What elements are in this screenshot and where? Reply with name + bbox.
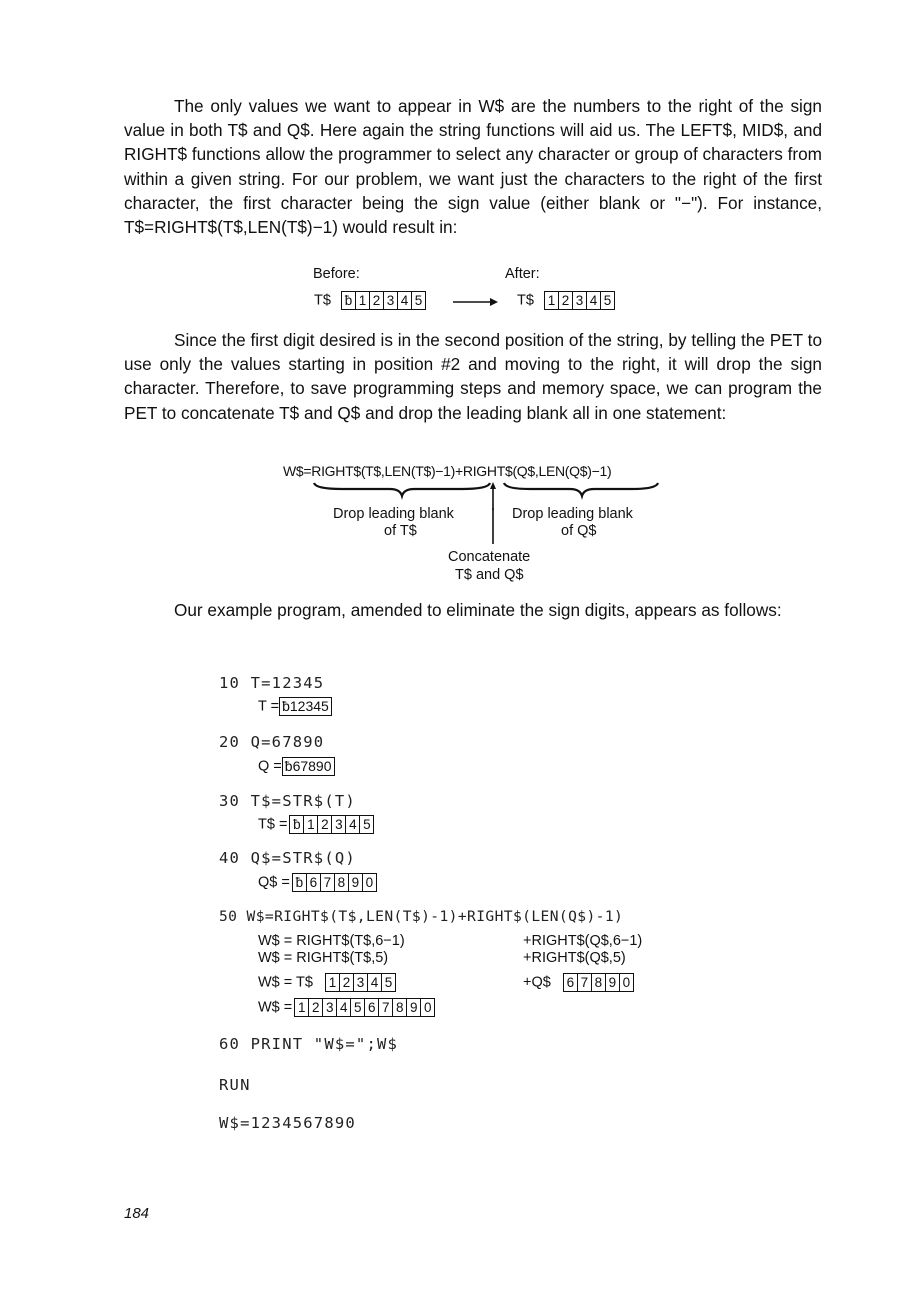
digit-cell: 2 bbox=[317, 816, 331, 833]
digit-cell: 2 bbox=[558, 292, 572, 309]
digit-cell: 7 bbox=[577, 974, 591, 991]
digit-cell: 4 bbox=[367, 974, 381, 991]
note-concat-2: T$ and Q$ bbox=[455, 567, 524, 583]
digit-cell: 0 bbox=[362, 874, 376, 891]
digit-cell: 1 bbox=[547, 293, 556, 308]
after-row bbox=[517, 291, 615, 310]
paragraph-intro bbox=[124, 94, 822, 239]
digit-cell: 4 bbox=[586, 292, 600, 309]
digit-cell: 4 bbox=[345, 816, 359, 833]
q-value-label: Q = bbox=[258, 758, 282, 775]
brace-left bbox=[314, 483, 490, 496]
digit-cell: 7 bbox=[320, 874, 334, 891]
digit-cell: 7 bbox=[378, 999, 392, 1016]
digit-cell: 1 bbox=[303, 816, 317, 833]
w-result-label: W$ = bbox=[258, 999, 293, 1016]
paragraph-example bbox=[124, 598, 822, 622]
paragraph-concatenate-text: Since the first digit desired is in the second position of the string, by telling the PET to use only the values starting in position #2 and moving to the right, it will drop the sign character. Therefore, to save programming steps and memory space, we can program the PET to concatenate T$ and Q$ and drop the leading blank all in one statement: bbox=[124, 330, 822, 423]
paragraph-intro-text: The only values we want to appear in W$ are the numbers to the right of the sign value in both T$ and Q$. Here again the string functions will aid us. The LEFT$, MID$, and RIGHT$ functions allow the programmer to select any character or group of characters from within a given string. For our problem, we want just the characters to the right of the first character, the first character being the sign value (either blank or "−"). For instance, T$=RIGHT$(T$,LEN(T$)−1) would result in: bbox=[124, 96, 822, 238]
w-step-1-right: +RIGHT$(Q$,6−1) bbox=[523, 933, 643, 949]
qs-value-cells bbox=[292, 873, 377, 892]
w-step-3-right-cells bbox=[563, 973, 634, 992]
t-value-label: T = bbox=[258, 698, 280, 715]
digit-cell: ƀ bbox=[293, 817, 301, 832]
qs-value-row bbox=[258, 873, 377, 892]
paragraph-concatenate bbox=[124, 328, 822, 425]
digit-cell: 5 bbox=[359, 816, 373, 833]
w-step-3-right-label: +Q$ bbox=[523, 974, 551, 991]
page-number: 184 bbox=[124, 1205, 150, 1222]
digit-cell: 5 bbox=[600, 292, 614, 309]
digit-cell: 5 bbox=[350, 999, 364, 1016]
digit-cell: 3 bbox=[322, 999, 336, 1016]
note-drop-t-2: of T$ bbox=[384, 523, 417, 539]
digit-cell: 4 bbox=[397, 292, 411, 309]
code-line-20: 20 Q=67890 bbox=[219, 733, 325, 751]
digit-cell: 1 bbox=[297, 1000, 306, 1015]
digit-cell: 2 bbox=[308, 999, 322, 1016]
after-cells bbox=[544, 291, 615, 310]
after-var: T$ bbox=[517, 292, 534, 309]
before-row bbox=[314, 291, 426, 310]
arrow-right-icon bbox=[453, 297, 499, 307]
concat-statement: W$=RIGHT$(T$,LEN(T$)−1)+RIGHT$(Q$,LEN(Q$)−1) bbox=[283, 463, 612, 479]
digit-cell: 6 bbox=[306, 874, 320, 891]
digit-cell: 9 bbox=[406, 999, 420, 1016]
qs-value-label: Q$ = bbox=[258, 874, 290, 891]
digit-cell: 2 bbox=[369, 292, 383, 309]
code-line-40: 40 Q$=STR$(Q) bbox=[219, 849, 356, 867]
q-value-row bbox=[258, 757, 335, 776]
w-step-1-left: W$ = RIGHT$(T$,6−1) bbox=[258, 933, 405, 949]
w-step-3-cells bbox=[325, 973, 396, 992]
digit-cell: 4 bbox=[336, 999, 350, 1016]
digit-cell: 6 bbox=[364, 999, 378, 1016]
w-step-2-left: W$ = RIGHT$(T$,5) bbox=[258, 950, 389, 966]
digit-cell: 5 bbox=[381, 974, 395, 991]
note-concat-1: Concatenate bbox=[448, 549, 531, 565]
digit-cell: 3 bbox=[331, 816, 345, 833]
after-label: After: bbox=[505, 266, 540, 282]
digit-cell: 5 bbox=[411, 292, 425, 309]
t-value-row bbox=[258, 697, 332, 716]
paragraph-example-text: Our example program, amended to eliminate the sign digits, appears as follows: bbox=[174, 600, 782, 620]
digit-cell: 8 bbox=[392, 999, 406, 1016]
note-drop-q-1: Drop leading blank bbox=[512, 506, 633, 522]
digit-cell: 8 bbox=[334, 874, 348, 891]
ts-value-cells bbox=[289, 815, 374, 834]
digit-cell: 0 bbox=[619, 974, 633, 991]
ts-value-row bbox=[258, 815, 374, 834]
digit-cell: 3 bbox=[353, 974, 367, 991]
w-step-2-right: +RIGHT$(Q$,5) bbox=[523, 950, 626, 966]
note-drop-q-2: of Q$ bbox=[561, 523, 597, 539]
brace-right bbox=[504, 483, 658, 496]
code-line-30: 30 T$=STR$(T) bbox=[219, 792, 356, 810]
w-step-3-left bbox=[258, 973, 396, 992]
concat-pointer-stem bbox=[491, 508, 495, 544]
code-line-50: 50 W$=RIGHT$(T$,LEN(T$)-1)+RIGHT$(LEN(Q$)-1) bbox=[219, 908, 624, 925]
digit-cell: 3 bbox=[572, 292, 586, 309]
digit-cell: 6 bbox=[566, 975, 575, 990]
w-step-3-right bbox=[523, 973, 634, 992]
before-var: T$ bbox=[314, 292, 331, 309]
code-line-10: 10 T=12345 bbox=[219, 674, 325, 692]
code-run: RUN bbox=[219, 1076, 251, 1094]
digit-cell: 9 bbox=[605, 974, 619, 991]
arrow-up-icon bbox=[490, 482, 496, 489]
digit-cell: 2 bbox=[339, 974, 353, 991]
digit-cell: ƀ bbox=[295, 875, 304, 890]
w-step-3-label: W$ = T$ bbox=[258, 974, 313, 991]
w-result-cells bbox=[294, 998, 435, 1017]
q-value-box: ƀ67890 bbox=[282, 757, 335, 776]
digit-cell: 1 bbox=[328, 975, 337, 990]
digit-cell: ƀ bbox=[344, 293, 353, 308]
code-output: W$=1234567890 bbox=[219, 1114, 356, 1132]
w-result-row bbox=[258, 998, 435, 1017]
t-value-box: ƀ12345 bbox=[279, 697, 332, 716]
digit-cell: 9 bbox=[348, 874, 362, 891]
digit-cell: 0 bbox=[420, 999, 434, 1016]
note-drop-t-1: Drop leading blank bbox=[333, 506, 454, 522]
digit-cell: 3 bbox=[383, 292, 397, 309]
before-label: Before: bbox=[313, 266, 360, 282]
digit-cell: 1 bbox=[355, 292, 369, 309]
digit-cell: 8 bbox=[591, 974, 605, 991]
code-line-60: 60 PRINT "W$=";W$ bbox=[219, 1035, 399, 1053]
ts-value-label: T$ = bbox=[258, 816, 288, 833]
before-cells bbox=[341, 291, 426, 310]
